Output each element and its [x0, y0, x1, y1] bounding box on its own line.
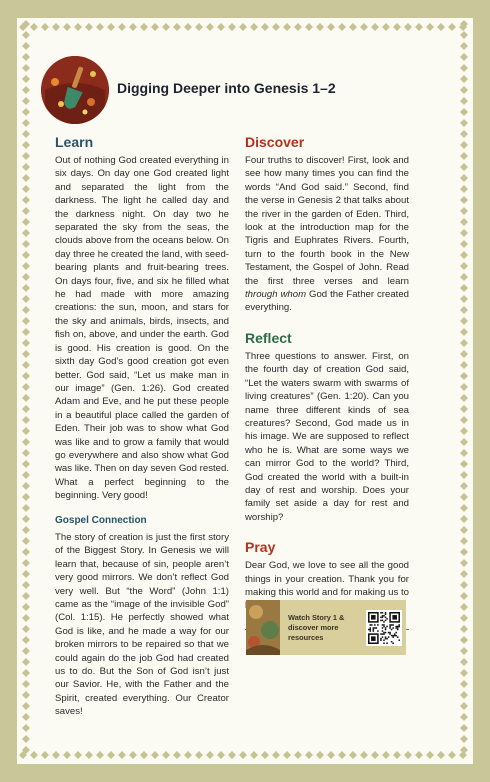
story-art-icon: [246, 600, 280, 655]
reflect-heading: Reflect: [245, 329, 292, 346]
discover-body-emphasis: through whom: [245, 289, 307, 301]
learn-body: Out of nothing God created everything in six days. On day one God created light and separated the light from the darkness. The light he called day and the darkness night. On day two he separated the sky from the seas, the clouds above from the oceans below. On day three he created the land, with seed-bearing plants and fruit-bearing trees. On days four, five, and six he filled what he had made with more amazing creations: the sun, moon, and stars for the sky and animals, birds, insects, and fish on, above, and under the earth. God is good. His creation is good. On the sixth day God’s good creation got even better. God said, “Let us make man in our image” (Gen. 1:26). God created Adam and Eve, and he put these people in a beautiful place called the garden of Eden. Their job was to show what God was like and to grow a family that would go everywhere and also show what God was like. Then on day seven God rested. What a perfect beginning to the beginning. Very good!: [55, 155, 229, 502]
right-diamond-border: [459, 18, 469, 764]
reflect-body: Three questions to answer. First, on the fourth day of creation God said, “Let the waters swarm with swarms of living creatures” (Gen. 1:20). Can you name three different kinds of sea creatures? Second, God made us in his image. We are supposed to reflect who he is. What are some ways we can mirror God to the world? Third, God created the world with a built-in day of rest and worship. Does your family set aside a day for rest and worship?: [245, 350, 409, 523]
bottom-diamond-border: [17, 750, 473, 760]
pray-heading: Pray: [245, 539, 276, 556]
left-column: [55, 133, 229, 719]
pray-body: Dear God, we love to see all the good things in your creation. Thank you for making this world and for making us to: [245, 560, 409, 598]
gospel-connection-heading: Gospel Connection: [55, 514, 147, 526]
watch-story-box[interactable]: [246, 600, 406, 655]
discover-heading: Discover: [245, 134, 305, 150]
page-header: [39, 56, 449, 126]
qr-code-icon[interactable]: [366, 610, 402, 646]
watch-story-text: Watch Story 1 & discover more resources: [288, 612, 345, 642]
discover-body: [245, 154, 409, 315]
top-diamond-border: [17, 22, 473, 32]
right-column: [245, 133, 409, 630]
shovel-icon: [41, 56, 109, 124]
gospel-connection-body: The story of creation is just the first story of the Biggest Story. In Genesis we will learn that, because of sin, people aren’t very good mirrors. We don’t reflect God very well. But “the Word” (John 1:1) came as the “image of the invisible God” (Col. 1:15). He perfectly showed what God is like, and he made a way for our broken mirrors to be repaired so that we could again do the job God had created us to do. But the Son of God isn’t just our Savior. He, with the Father and the Spirit, created everything. Our Creator saves!: [55, 531, 229, 718]
learn-heading: Learn: [55, 134, 94, 150]
discover-body-start: Four truths to discover! First, look and see how many times you can find the words “And God said.” Second, find the verse in Genesis 2 that talks about the river in the garden of Eden. Third, look at the introduction map for the Tigris and Euphrates Rivers. Fourth, turn to the fourth book in the New Testament, the Gospel of John. Read the first three verses and learn: [245, 155, 409, 287]
page-title: Digging Deeper into Genesis 1–2: [117, 80, 336, 96]
left-diamond-border: [21, 18, 31, 764]
discover-body-end: God the Father created everything.: [245, 289, 410, 314]
